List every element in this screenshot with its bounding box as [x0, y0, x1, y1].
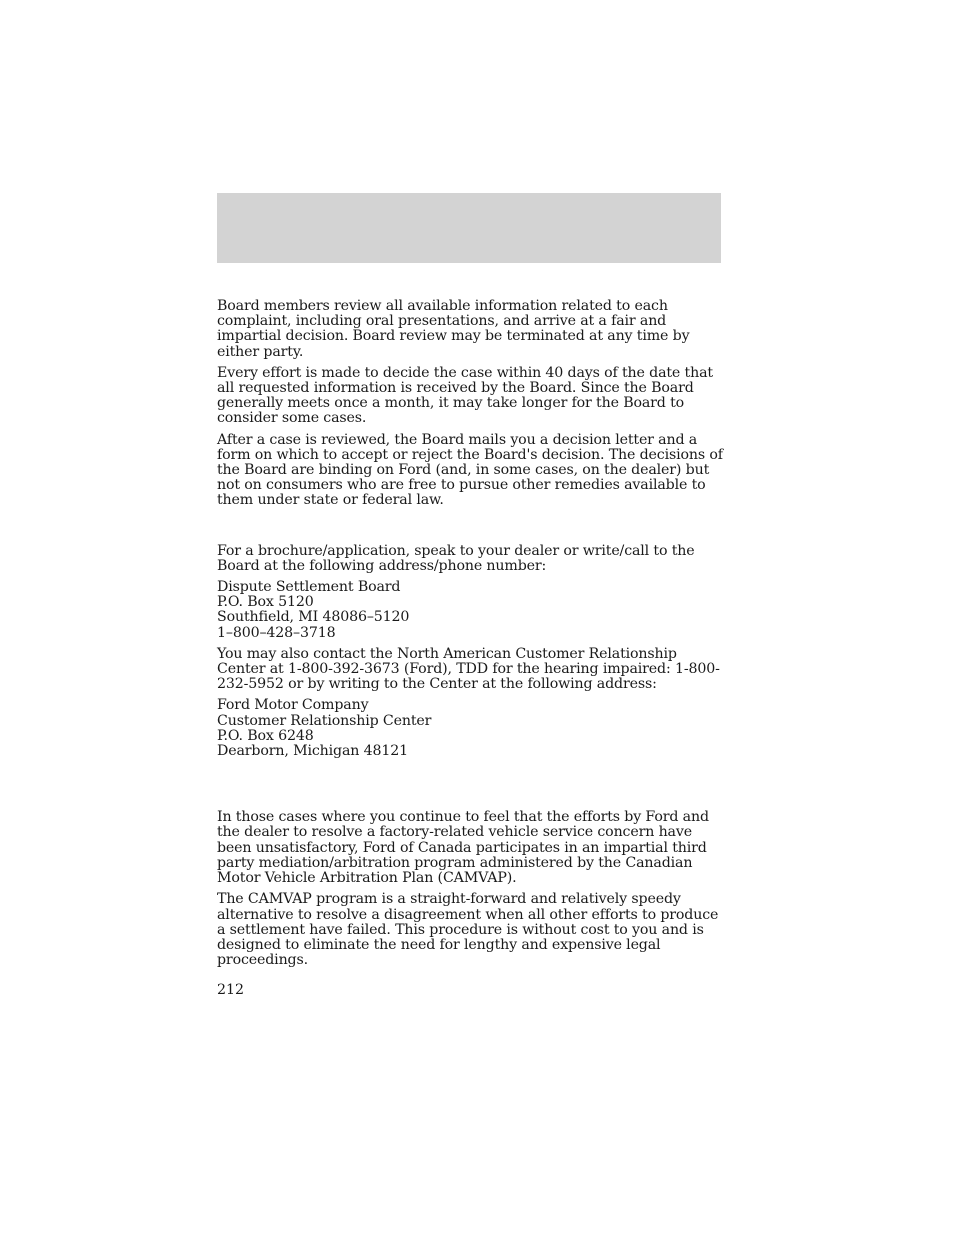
section-header-band [217, 193, 721, 263]
page-content [217, 299, 727, 974]
address-line: Ford Motor Company [217, 697, 369, 714]
section-spacer [217, 765, 727, 810]
address-line: P.O. Box 6248 [217, 727, 314, 744]
ford-address [217, 698, 727, 759]
paragraph-brochure-intro: For a brochure/application, speak to your dealer or write/call to the Board at the following address/phone number: [217, 542, 695, 574]
paragraph-decision-timing: Every effort is made to decide the case within 40 days of the date that all requested information is received by the Board. Since the Board generally meets once a month, it may take longer for the Board to consider some cases. [217, 364, 713, 427]
phone-number: 1–800–428–3718 [217, 624, 336, 641]
address-line: P.O. Box 5120 [217, 594, 314, 611]
paragraph-decision-letter: After a case is reviewed, the Board mails you a decision letter and a form on which to accept or reject the Board's decision. The decisions of the Board are binding on Ford (and, in some cases, on the dealer) but not on consumers who are free to pursue other remedies available to them under state or federal law. [217, 431, 723, 509]
address-line: Southfield, MI 48086–5120 [217, 609, 410, 626]
paragraph-contact-center: You may also contact the North American Customer Relationship Center at 1-800-392-3673 (Ford), TDD for the hearing impaired: 1-800-232-5952 or by writing to the Center at the following address: [217, 645, 720, 693]
section-spacer [217, 515, 727, 544]
page-number: 212 [217, 982, 245, 998]
address-line: Customer Relationship Center [217, 712, 432, 729]
address-line: Dearborn, Michigan 48121 [217, 743, 408, 760]
address-line: Dispute Settlement Board [217, 579, 401, 596]
board-address [217, 580, 727, 641]
paragraph-camvap-intro: In those cases where you continue to feel that the efforts by Ford and the dealer to resolve a factory-related vehicle service concern have been unsatisfactory, Ford of Canada participates in an impartial third party mediation/arbitration program administered by the Canadian Motor Vehicle Arbitration Plan (CAMVAP). [217, 809, 709, 887]
paragraph-camvap-program: The CAMVAP program is a straight-forward and relatively speedy alternative to resolve a disagreement when all other efforts to produce a settlement have failed. This procedure is without cost to you and is designed to eliminate the need for lengthy and expensive legal proceedings. [217, 891, 719, 969]
paragraph-board-review: Board members review all available information related to each complaint, including oral presentations, and arrive at a fair and impartial decision. Board review may be terminated at any time by either party. [217, 298, 690, 360]
